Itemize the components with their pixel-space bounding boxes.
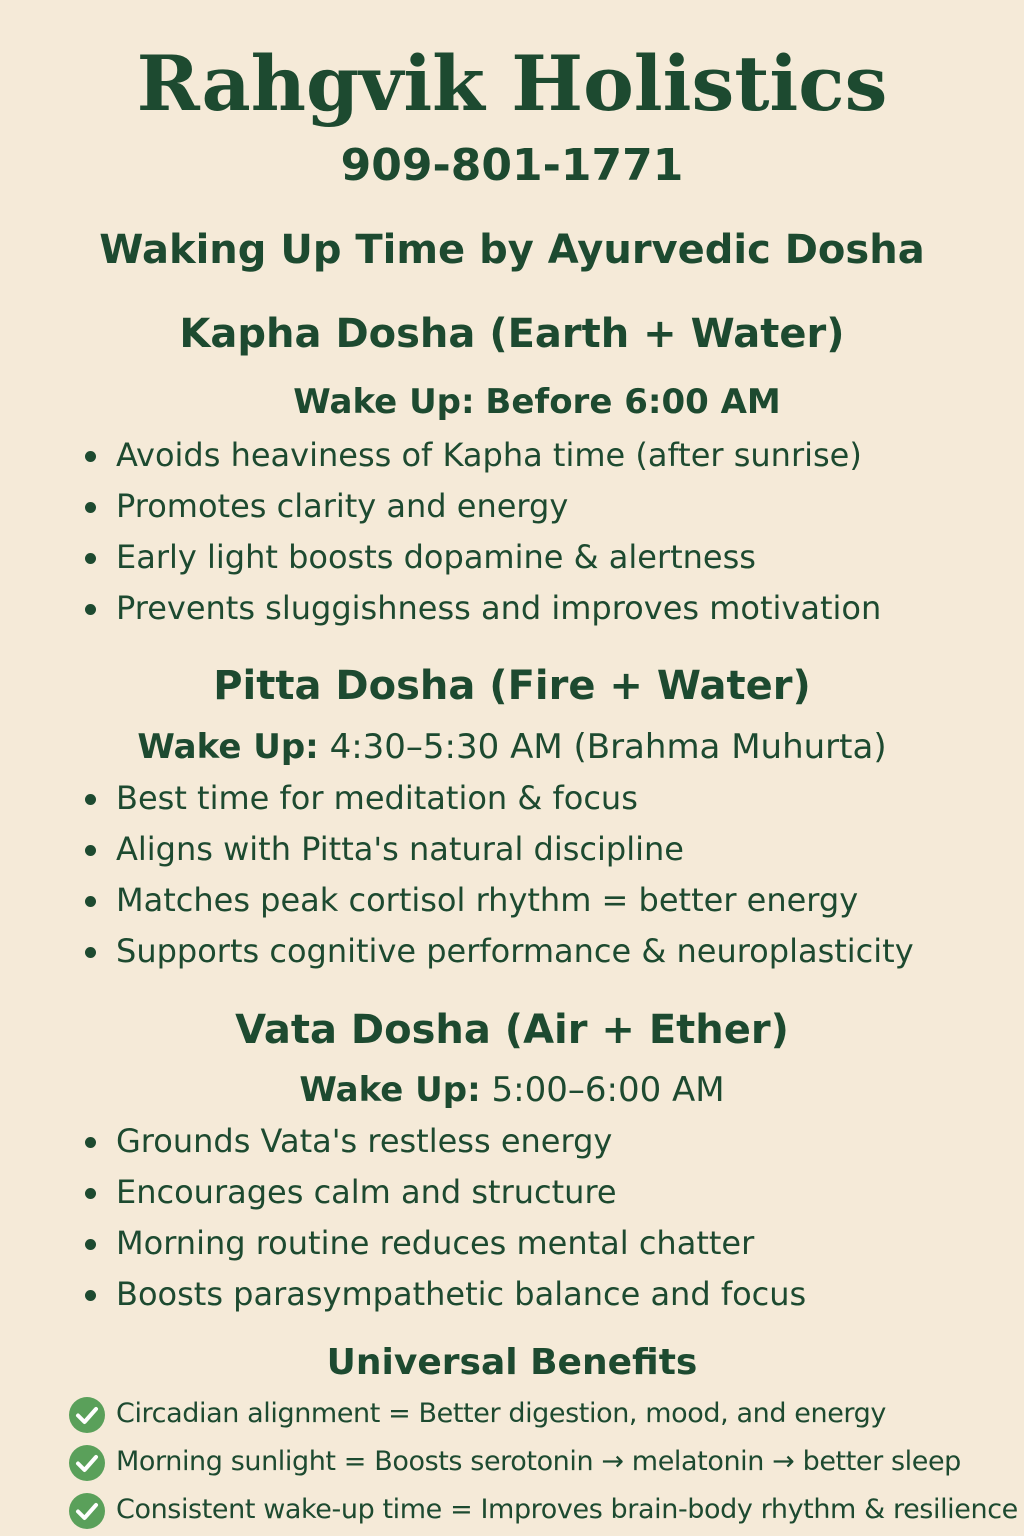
vata-wake-time: [0, 1066, 1024, 1114]
list-item-text: Consistent wake-up time = Improves brain-body rhythm & resilience: [116, 1494, 1018, 1525]
bullet-dot-icon: [85, 502, 96, 513]
pitta-section-title: Pitta Dosha (Fire + Water): [213, 663, 811, 709]
vata-bullet-list: [82, 1116, 806, 1320]
bullet-dot-icon: [85, 1239, 96, 1250]
vata-section-title: Vata Dosha (Air + Ether): [235, 1007, 789, 1053]
list-item: [82, 926, 914, 977]
phone-number: 909-801-1771: [340, 140, 684, 191]
list-item: [82, 532, 881, 583]
list-item-text: Early light boosts dopamine & alertness: [116, 538, 756, 576]
list-item: [68, 1390, 1018, 1438]
pitta-wake-time: [0, 723, 1024, 771]
check-circle-icon: [68, 1492, 106, 1530]
wake-label: Wake Up:: [293, 382, 475, 422]
list-item-text: Encourages calm and structure: [116, 1173, 617, 1211]
bullet-dot-icon: [85, 896, 96, 907]
bullet-dot-icon: [85, 845, 96, 856]
bullet-dot-icon: [85, 947, 96, 958]
wake-label: Wake Up:: [299, 1070, 481, 1110]
list-item-text: Promotes clarity and energy: [116, 487, 569, 525]
universal-benefits-list: [68, 1390, 1018, 1534]
kapha-wake-time: [0, 378, 1024, 426]
wake-value: 5:00–6:00 AM: [491, 1070, 725, 1110]
list-item: [82, 430, 881, 481]
bullet-dot-icon: [85, 794, 96, 805]
list-item-text: Avoids heaviness of Kapha time (after sunrise): [116, 436, 862, 474]
wake-value: Before 6:00 AM: [485, 382, 781, 422]
list-item: [82, 773, 914, 824]
bullet-dot-icon: [85, 451, 96, 462]
list-item: [82, 1218, 806, 1269]
list-item-text: Circadian alignment = Better digestion, mood, and energy: [116, 1398, 886, 1429]
list-item-text: Prevents sluggishness and improves motivation: [116, 589, 882, 627]
list-item: [82, 583, 881, 634]
check-circle-icon: [68, 1396, 106, 1434]
bullet-dot-icon: [85, 1137, 96, 1148]
list-item-text: Grounds Vata's restless energy: [116, 1122, 613, 1160]
list-item-text: Morning routine reduces mental chatter: [116, 1224, 755, 1262]
bullet-dot-icon: [85, 1290, 96, 1301]
page-title: Waking Up Time by Ayurvedic Dosha: [99, 227, 925, 273]
wake-value: 4:30–5:30 AM (Brahma Muhurta): [329, 727, 887, 767]
list-item-text: Best time for meditation & focus: [116, 779, 638, 817]
list-item: [82, 875, 914, 926]
wake-label: Wake Up:: [137, 727, 319, 767]
list-item: [82, 824, 914, 875]
bullet-dot-icon: [85, 553, 96, 564]
list-item-text: Boosts parasympathetic balance and focus: [116, 1275, 807, 1313]
list-item: [82, 1269, 806, 1320]
bullet-dot-icon: [85, 604, 96, 615]
list-item: [82, 1116, 806, 1167]
kapha-section-title: Kapha Dosha (Earth + Water): [179, 311, 845, 357]
check-circle-icon: [68, 1444, 106, 1482]
list-item-text: Matches peak cortisol rhythm = better energy: [116, 881, 859, 919]
list-item: [68, 1486, 1018, 1534]
kapha-bullet-list: [82, 430, 881, 634]
pitta-bullet-list: [82, 773, 914, 977]
list-item-text: Aligns with Pitta's natural discipline: [116, 830, 684, 868]
universal-benefits-title: Universal Benefits: [326, 1342, 698, 1383]
list-item: [82, 481, 881, 532]
bullet-dot-icon: [85, 1188, 96, 1199]
list-item-text: Morning sunlight = Boosts serotonin → melatonin → better sleep: [116, 1446, 961, 1477]
brand-name: Rahgvik Holistics: [136, 39, 888, 128]
list-item: [82, 1167, 806, 1218]
list-item: [68, 1438, 1018, 1486]
list-item-text: Supports cognitive performance & neuroplasticity: [116, 932, 914, 970]
